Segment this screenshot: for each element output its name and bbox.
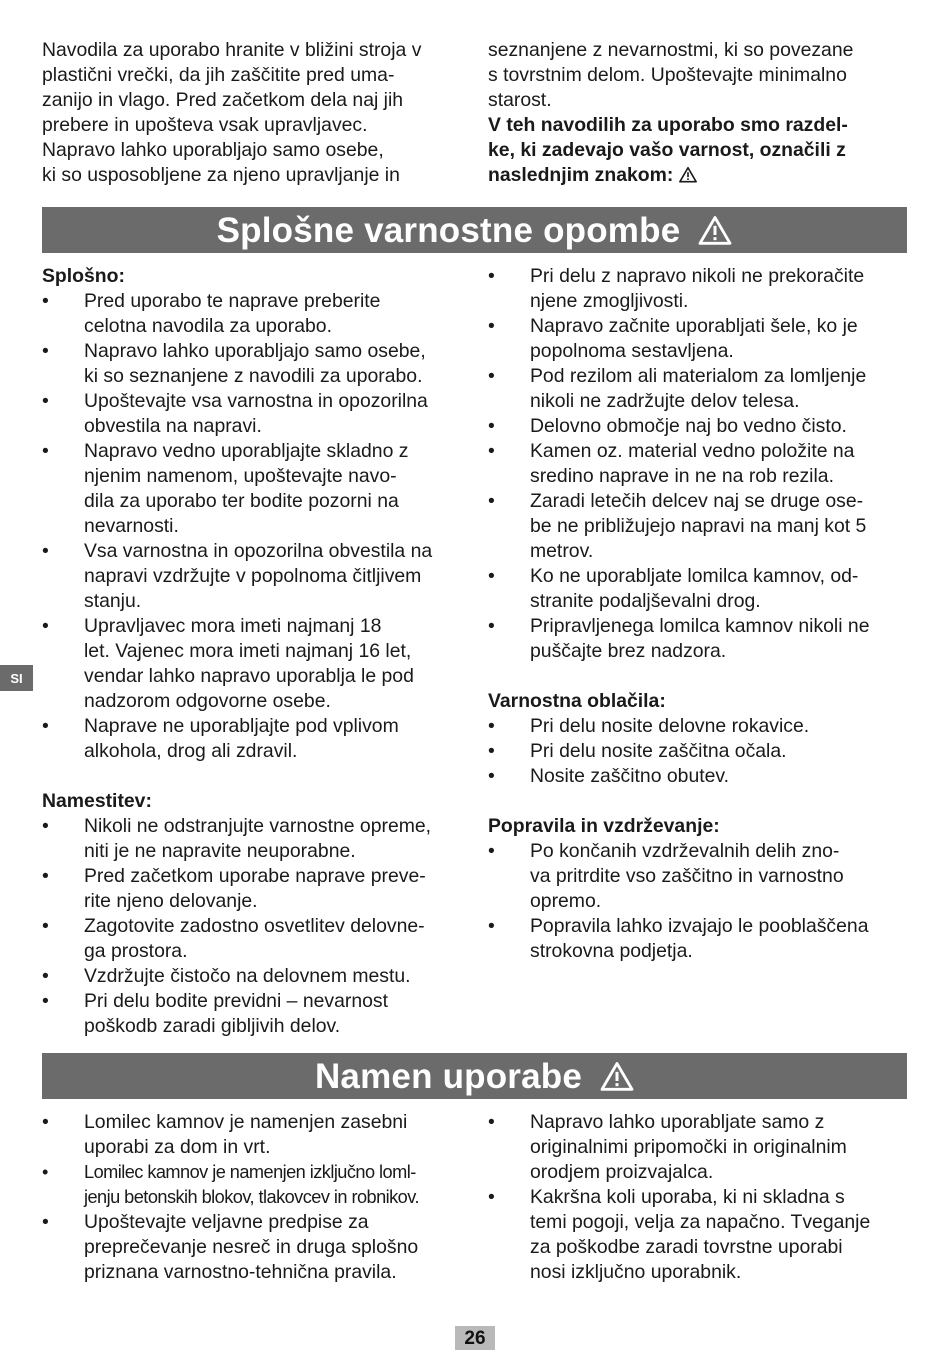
list-item-line: metrov.: [530, 540, 594, 562]
list-item-line: • Pred začetkom uporabe naprave preve-: [84, 865, 426, 887]
list-item-line: • Ko ne uporabljate lomilca kamnov, od-: [530, 565, 859, 587]
intro-right: [488, 38, 908, 190]
list-item: [488, 914, 908, 964]
list-item-line: obvestila na napravi.: [84, 415, 262, 437]
list-item: [488, 489, 908, 564]
list-item-line: • Upoštevajte veljavne predpise za: [84, 1211, 369, 1233]
list-item: [42, 814, 462, 864]
list-item-line: temi pogoji, velja za napačno. Tveganje: [530, 1211, 871, 1233]
intro-line: plastični vrečki, da jih zaščitite pred uma-: [42, 64, 395, 86]
list-item-line: • Vsa varnostna in opozorilna obvestila na: [84, 540, 433, 562]
intro-bold-line-last: [488, 163, 908, 190]
list-item: [488, 1110, 908, 1185]
intro-line: Napravo lahko uporabljajo samo osebe,: [42, 139, 384, 161]
list-item-line: napravi vzdržujte v popolnoma čitljivem: [84, 565, 422, 587]
list-item-line: stanju.: [84, 590, 142, 612]
safety-left-column: [42, 264, 462, 1039]
list-item: [488, 714, 908, 739]
list-item-line: jenju betonskih blokov, tlakovcev in robnikov.: [84, 1187, 419, 1207]
list-item: [488, 439, 908, 489]
list-item: [42, 439, 462, 539]
list-item-line: • Upravljavec mora imeti najmanj 18: [84, 615, 382, 637]
list-item-line: nosi izključno uporabnik.: [530, 1261, 742, 1283]
list-item: [42, 389, 462, 439]
list-item-line: nadzorom odgovorne osebe.: [84, 690, 331, 712]
list-item: [488, 1185, 908, 1285]
use-right-column: [488, 1110, 908, 1285]
list-item-line: • Pripravljenega lomilca kamnov nikoli ne: [530, 615, 870, 637]
safety-heading-bar: [42, 207, 907, 253]
list-item-line: • Zagotovite zadostno osvetlitev delovne-: [84, 915, 425, 937]
list-item-line: sredino naprave in ne na rob rezila.: [530, 465, 834, 487]
intro-line: s tovrstnim delom. Upoštevajte minimalno: [488, 64, 847, 86]
list-item: [488, 614, 908, 664]
list-item-line: • Pod rezilom ali materialom za lomljenje: [530, 365, 867, 387]
list-item-line: let. Vajenec mora imeti najmanj 16 let,: [84, 640, 412, 662]
list-item-line: • Pri delu z napravo nikoli ne prekoračite: [530, 265, 865, 287]
safety-right-column: [488, 264, 908, 964]
general-continued-list: [488, 264, 908, 664]
general-title: Splošno:: [42, 265, 125, 287]
clothing-list: [488, 714, 908, 789]
list-item-line: • Lomilec kamnov je namenjen izključno loml-: [84, 1162, 416, 1182]
list-item-line: preprečevanje nesreč in druga splošno: [84, 1236, 419, 1258]
list-item-line: niti je ne napravite neuporabne.: [84, 840, 356, 862]
warning-triangle-icon: [679, 165, 697, 190]
intro-bold-line: V teh navodilih za uporabo smo razdel-: [488, 114, 848, 136]
list-item-line: ki so seznanjene z navodili za uporabo.: [84, 365, 423, 387]
list-item: [42, 1210, 462, 1285]
use-right-list: [488, 1110, 908, 1285]
list-item: [488, 564, 908, 614]
list-item-line: • Napravo začnite uporabljati šele, ko je: [530, 315, 858, 337]
page-number: 26: [455, 1326, 495, 1350]
list-item-line: za poškodbe zaradi tovrstne uporabi: [530, 1236, 843, 1258]
list-item-line: • Upoštevajte vsa varnostna in opozorilna: [84, 390, 428, 412]
intro-line: zanijo in vlago. Pred začetkom dela naj jih: [42, 89, 404, 111]
list-item: [42, 339, 462, 389]
installation-list: [42, 814, 462, 1039]
list-item-line: • Pred uporabo te naprave preberite: [84, 290, 381, 312]
list-item-line: va pritrdite vso zaščitno in varnostno: [530, 865, 844, 887]
list-item-line: • Napravo lahko uporabljate samo z: [530, 1111, 825, 1133]
list-item-line: • Naprave ne uporabljajte pod vplivom: [84, 715, 399, 737]
list-item: [42, 989, 462, 1039]
intro-bold-line: ke, ki zadevajo vašo varnost, označili z: [488, 139, 846, 161]
list-item-line: vendar lahko napravo uporablja le pod: [84, 665, 414, 687]
list-item-line: • Nosite zaščitno obutev.: [530, 765, 730, 787]
list-item: [42, 1110, 462, 1160]
list-item-line: • Kamen oz. material vedno položite na: [530, 440, 855, 462]
list-item-line: alkohola, drog ali zdravil.: [84, 740, 298, 762]
list-item-line: popolnoma sestavljena.: [530, 340, 734, 362]
list-item-line: opremo.: [530, 890, 602, 912]
general-list: [42, 289, 462, 764]
list-item: [42, 714, 462, 764]
list-item-line: celotna navodila za uporabo.: [84, 315, 332, 337]
use-left-list: [42, 1110, 462, 1285]
list-item: [488, 739, 908, 764]
list-item-line: • Lomilec kamnov je namenjen zasebni: [84, 1111, 408, 1133]
list-item-line: njenim namenom, upoštevajte navo-: [84, 465, 397, 487]
intro-left: [42, 38, 462, 188]
intro-line: Navodila za uporabo hranite v bližini stroja v: [42, 39, 422, 61]
list-item-line: orodjem proizvajalca.: [530, 1161, 714, 1183]
list-item-line: rite njeno delovanje.: [84, 890, 258, 912]
installation-title: Namestitev:: [42, 790, 152, 812]
list-item-line: uporabi za dom in vrt.: [84, 1136, 271, 1158]
list-item-line: poškodb zaradi gibljivih delov.: [84, 1015, 341, 1037]
intro-line: seznanjene z nevarnostmi, ki so povezane: [488, 39, 854, 61]
list-item: [42, 964, 462, 989]
use-heading-bar: [42, 1053, 907, 1099]
list-item: [488, 414, 908, 439]
repairs-list: [488, 839, 908, 964]
intro-line: ki so usposobljene za njeno upravljanje in: [42, 164, 400, 186]
list-item: [488, 264, 908, 314]
clothing-title: Varnostna oblačila:: [488, 690, 666, 712]
list-item-line: stranite podaljševalni drog.: [530, 590, 761, 612]
list-item-line: nikoli ne zadržujte delov telesa.: [530, 390, 800, 412]
list-item-line: • Zaradi letečih delcev naj se druge ose-: [530, 490, 864, 512]
list-item: [42, 1160, 462, 1210]
list-item-line: • Nikoli ne odstranjujte varnostne opreme,: [84, 815, 432, 837]
list-item: [488, 364, 908, 414]
safety-heading: Splošne varnostne opombe: [216, 210, 681, 250]
list-item-line: priznana varnostno-tehnična pravila.: [84, 1261, 397, 1283]
warning-triangle-icon: [680, 215, 732, 246]
list-item-line: • Pri delu nosite delovne rokavice.: [530, 715, 810, 737]
list-item-line: strokovna podjetja.: [530, 940, 693, 962]
list-item-line: • Napravo vedno uporabljajte skladno z: [84, 440, 409, 462]
use-left-column: [42, 1110, 462, 1285]
list-item-line: originalnimi pripomočki in originalnim: [530, 1136, 847, 1158]
list-item-line: • Pri delu bodite previdni – nevarnost: [84, 990, 388, 1012]
list-item-line: ga prostora.: [84, 940, 188, 962]
list-item-line: • Napravo lahko uporabljajo samo osebe,: [84, 340, 426, 362]
list-item-line: • Po končanih vzdrževalnih delih zno-: [530, 840, 840, 862]
list-item: [42, 539, 462, 614]
list-item: [488, 839, 908, 914]
list-item-line: dila za uporabo ter bodite pozorni na: [84, 490, 399, 512]
warning-triangle-icon: [582, 1061, 634, 1092]
language-tab: SI: [0, 665, 33, 691]
use-heading: Namen uporabe: [314, 1056, 583, 1096]
list-item: [42, 864, 462, 914]
list-item-line: • Delovno območje naj bo vedno čisto.: [530, 415, 847, 437]
list-item: [42, 289, 462, 339]
list-item: [488, 314, 908, 364]
list-item-line: be ne približujejo napravi na manj kot 5: [530, 515, 867, 537]
list-item-line: • Vzdržujte čistočo na delovnem mestu.: [84, 965, 411, 987]
list-item: [42, 614, 462, 714]
list-item-line: nevarnosti.: [84, 515, 179, 537]
list-item: [42, 914, 462, 964]
list-item-line: • Pri delu nosite zaščitna očala.: [530, 740, 787, 762]
list-item: [488, 764, 908, 789]
intro-line: prebere in upošteva vsak upravljavec.: [42, 114, 368, 136]
list-item-line: puščajte brez nadzora.: [530, 640, 727, 662]
intro-line: starost.: [488, 89, 552, 111]
list-item-line: njene zmogljivosti.: [530, 290, 689, 312]
intro-bold-text: naslednjim znakom:: [488, 164, 674, 186]
list-item-line: • Popravila lahko izvajajo le pooblaščena: [530, 915, 869, 937]
repairs-title: Popravila in vzdrževanje:: [488, 815, 720, 837]
list-item-line: • Kakršna koli uporaba, ki ni skladna s: [530, 1186, 845, 1208]
